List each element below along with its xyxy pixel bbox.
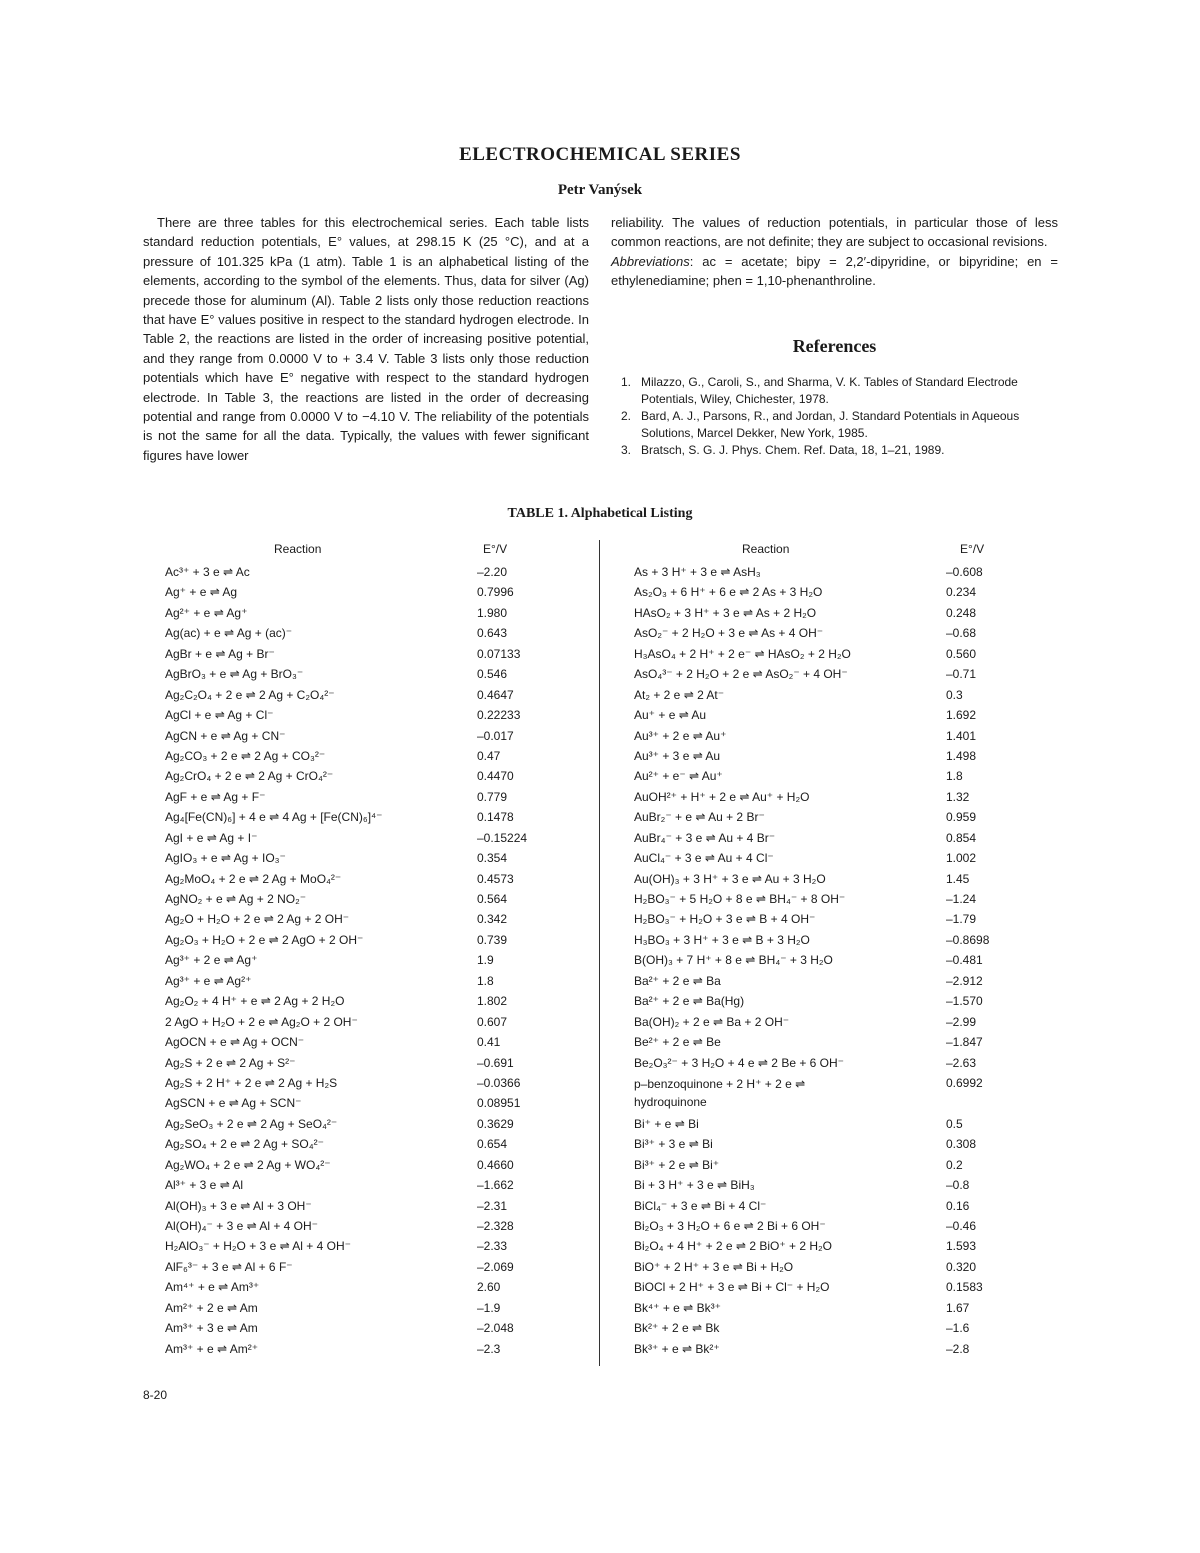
reaction-cell: B(OH)₃ + 7 H⁺ + 8 e ⇌ BH₄⁻ + 3 H₂O (634, 953, 833, 968)
table-row (165, 828, 585, 848)
table-row (165, 1318, 585, 1338)
reaction-cell: Am⁴⁺ + e ⇌ Am³⁺ (165, 1280, 260, 1295)
reaction-cell: 2 AgO + H₂O + 2 e ⇌ Ag₂O + 2 OH⁻ (165, 1014, 358, 1029)
potential-cell: 0.320 (946, 1259, 977, 1274)
reaction-cell: As₂O₃ + 6 H⁺ + 6 e ⇌ 2 As + 3 H₂O (634, 585, 823, 600)
potential-cell: –2.20 (477, 565, 508, 579)
table-row (634, 869, 1074, 889)
reaction-cell: p–benzoquinone + 2 H⁺ + 2 e ⇌ hydroquinone (634, 1076, 806, 1109)
potential-cell: 0.3 (946, 687, 963, 702)
potential-cell: 0.342 (477, 912, 508, 927)
potential-cell: –0.0366 (477, 1075, 521, 1090)
table-row (165, 644, 585, 664)
reaction-cell: AgBr + e ⇌ Ag + Br⁻ (165, 646, 275, 661)
potential-cell: –0.608 (946, 565, 983, 579)
table-row (165, 869, 585, 889)
potential-cell: –1.24 (946, 892, 977, 906)
potential-cell: –0.017 (477, 728, 514, 743)
table-row (634, 1073, 1074, 1114)
potential-cell: 0.607 (477, 1014, 508, 1029)
potential-cell: 0.560 (946, 646, 977, 661)
reaction-cell: Ag₂O₃ + H₂O + 2 e ⇌ 2 AgO + 2 OH⁻ (165, 932, 364, 947)
reaction-cell: Bi₂O₄ + 4 H⁺ + 2 e ⇌ 2 BiO⁺ + 2 H₂O (634, 1239, 833, 1254)
reaction-cell: Bi³⁺ + 3 e ⇌ Bi (634, 1137, 713, 1152)
table-row (634, 1134, 1074, 1154)
potential-cell: 0.643 (477, 626, 508, 641)
reaction-cell: AuOH²⁺ + H⁺ + 2 e ⇌ Au⁺ + H₂O (634, 789, 810, 804)
table-row (165, 766, 585, 786)
potential-cell: –0.481 (946, 953, 983, 968)
reference-number: 1. (621, 375, 632, 389)
table-row (165, 1073, 585, 1093)
reaction-cell: Bi⁺ + e ⇌ Bi (634, 1116, 699, 1131)
table-row (634, 746, 1074, 766)
reaction-cell: Ac³⁺ + 3 e ⇌ Ac (165, 565, 250, 579)
table-row (165, 562, 585, 582)
table-row (634, 1032, 1074, 1052)
table-row (165, 1093, 585, 1113)
potential-cell: –1.9 (477, 1300, 501, 1315)
table-row (634, 1175, 1074, 1195)
potential-cell: 0.739 (477, 932, 508, 947)
potential-cell: –2.048 (477, 1321, 514, 1336)
reaction-cell: Au³⁺ + 3 e ⇌ Au (634, 748, 721, 763)
reaction-cell: Al(OH)₃ + 3 e ⇌ Al + 3 OH⁻ (165, 1198, 312, 1213)
potential-cell: –2.99 (946, 1014, 977, 1029)
reaction-cell: Au³⁺ + 2 e ⇌ Au⁺ (634, 728, 727, 743)
reference-number: 2. (621, 409, 632, 423)
potential-cell: 0.354 (477, 851, 508, 866)
table-row (165, 1339, 585, 1359)
column-header-reaction-right: Reaction (742, 542, 790, 556)
table-row (634, 705, 1074, 725)
potential-cell: 1.8 (946, 769, 963, 784)
table-row (165, 685, 585, 705)
potential-cell: –0.8 (946, 1178, 970, 1193)
reaction-cell: As + 3 H⁺ + 3 e ⇌ AsH₃ (634, 565, 761, 579)
table-row (165, 1114, 585, 1134)
potential-cell: 0.4573 (477, 871, 514, 886)
potential-cell: –1.662 (477, 1178, 514, 1193)
references-list (611, 374, 1058, 459)
intro-paragraph-left: There are three tables for this electrochemical series. Each table lists standard reduction potentials, E° values, at 298.15 K (25 °C), and at a pressure of 101.325 kPa (1 atm). Table 1 is an alphabetical listing of the elements, according to the symbol of the elements. Thus, data for silver (Ag) precede those for aluminum (Al). Table 2 lists only those reduction reactions that have E° values positive in respect to the standard hydrogen electrode. In Table 2, the reactions are listed in the order of increasing positive potential, and they range from 0.0000 V to + 3.4 V. Table 3 lists only those reduction potentials which have E° negative with respect to the standard hydrogen electrode. In Table 3, the reactions are listed in the order of decreasing potential and range from 0.0000 V to −4.10 V. The reliability of the potentials is not the same for all the data. Typically, the values with fewer significant figures have lower (143, 215, 589, 463)
references-heading: References (792, 336, 877, 356)
potential-cell: 0.7996 (477, 585, 514, 600)
reaction-cell: BiOCl + 2 H⁺ + 3 e ⇌ Bi + Cl⁻ + H₂O (634, 1280, 830, 1295)
table-row (634, 991, 1074, 1011)
potential-cell: –1.847 (946, 1035, 983, 1050)
table-row (165, 1053, 585, 1073)
reaction-cell: Ag³⁺ + e ⇌ Ag²⁺ (165, 973, 252, 988)
table-row (165, 1134, 585, 1154)
potential-cell: –0.68 (946, 626, 977, 641)
reaction-cell: Am²⁺ + 2 e ⇌ Am (165, 1300, 258, 1315)
potential-cell: –0.46 (946, 1219, 977, 1234)
table-row (165, 1175, 585, 1195)
column-header-value-right: E°/V (960, 542, 985, 556)
reference-item (611, 442, 1058, 459)
potential-cell: 1.002 (946, 851, 977, 866)
potential-cell: 1.8 (477, 973, 494, 988)
reaction-cell: Ag₂MoO₄ + 2 e ⇌ 2 Ag + MoO₄²⁻ (165, 871, 342, 886)
potential-cell: –2.069 (477, 1259, 514, 1274)
reference-number: 3. (621, 443, 632, 457)
table-row (165, 848, 585, 868)
potential-cell: –2.3 (477, 1341, 501, 1356)
potential-cell: 0.22233 (477, 708, 521, 723)
table-row (634, 909, 1074, 929)
potential-cell: 1.980 (477, 605, 508, 620)
potential-cell: 0.2 (946, 1157, 963, 1172)
potential-cell: 0.308 (946, 1137, 977, 1152)
potential-cell: –0.71 (946, 667, 977, 682)
table-row (165, 1196, 585, 1216)
reaction-cell: Ag₂O + H₂O + 2 e ⇌ 2 Ag + 2 OH⁻ (165, 912, 350, 927)
table-row (165, 1216, 585, 1236)
reaction-cell: AgCl + e ⇌ Ag + Cl⁻ (165, 708, 274, 723)
potential-cell: 0.16 (946, 1198, 970, 1213)
table-row (634, 787, 1074, 807)
potential-cell: 0.4660 (477, 1157, 514, 1172)
reaction-cell: AuBr₄⁻ + 3 e ⇌ Au + 4 Br⁻ (634, 830, 776, 845)
potential-cell: 0.4470 (477, 769, 514, 784)
potential-cell: 1.9 (477, 953, 494, 968)
reaction-cell: H₂BO₃⁻ + H₂O + 3 e ⇌ B + 4 OH⁻ (634, 912, 816, 927)
reaction-cell: Bk³⁺ + e ⇌ Bk²⁺ (634, 1341, 720, 1356)
potential-cell: –2.328 (477, 1219, 514, 1233)
table-row (165, 1298, 585, 1318)
table-row (634, 950, 1074, 970)
reaction-cell: BiCl₄⁻ + 3 e ⇌ Bi + 4 Cl⁻ (634, 1198, 767, 1213)
potential-cell: 0.564 (477, 892, 508, 906)
reaction-cell: Ag₄[Fe(CN)₆] + 4 e ⇌ 4 Ag + [Fe(CN)₆]⁴⁻ (165, 810, 383, 825)
reaction-cell: AgIO₃ + e ⇌ Ag + IO₃⁻ (165, 851, 286, 866)
table-left-column (165, 562, 585, 1359)
reaction-cell: H₃BO₃ + 3 H⁺ + 3 e ⇌ B + 3 H₂O (634, 932, 810, 947)
document-title: ELECTROCHEMICAL SERIES (459, 144, 741, 165)
table-row (634, 1012, 1074, 1032)
reaction-cell: Bi₂O₃ + 3 H₂O + 6 e ⇌ 2 Bi + 6 OH⁻ (634, 1219, 826, 1234)
table-row (165, 909, 585, 929)
table-row (165, 746, 585, 766)
reference-item (611, 408, 1058, 442)
table-row (634, 582, 1074, 602)
potential-cell: 0.08951 (477, 1096, 521, 1111)
table-row (634, 766, 1074, 786)
potential-cell: –2.33 (477, 1239, 508, 1254)
table-row (165, 971, 585, 991)
potential-cell: 1.692 (946, 708, 977, 723)
table-row (634, 1114, 1074, 1134)
abbreviations-label: Abbreviations (611, 253, 690, 269)
potential-cell: 0.1478 (477, 810, 514, 825)
intro-right-column (611, 213, 1058, 291)
table-row (165, 930, 585, 950)
potential-cell: –2.912 (946, 973, 983, 988)
potential-cell: 0.41 (477, 1035, 501, 1050)
reaction-cell: Ag₂C₂O₄ + 2 e ⇌ 2 Ag + C₂O₄²⁻ (165, 687, 335, 702)
table-row (165, 1155, 585, 1175)
table-row (634, 930, 1074, 950)
potential-cell: 1.45 (946, 871, 970, 886)
intro-paragraph-right: reliability. The values of reduction potentials, in particular those of less common reactions, are not definite; they are subject to occasional revisions. (611, 215, 1058, 250)
potential-cell: 0.6992 (946, 1075, 983, 1090)
reaction-cell: Ag⁺ + e ⇌ Ag (165, 585, 238, 600)
table-row (165, 787, 585, 807)
potential-cell: 1.67 (946, 1300, 970, 1315)
reaction-cell: At₂ + 2 e ⇌ 2 At⁻ (634, 687, 725, 702)
reaction-cell: HAsO₂ + 3 H⁺ + 3 e ⇌ As + 2 H₂O (634, 605, 817, 620)
column-header-reaction-left: Reaction (274, 542, 322, 556)
reaction-cell: Ba(OH)₂ + 2 e ⇌ Ba + 2 OH⁻ (634, 1014, 790, 1029)
table-row (634, 1298, 1074, 1318)
reaction-cell: AgF + e ⇌ Ag + F⁻ (165, 789, 266, 804)
table-row (634, 1053, 1074, 1073)
table-row (634, 664, 1074, 684)
column-divider (599, 540, 600, 1366)
table-row (634, 807, 1074, 827)
table-row (165, 807, 585, 827)
table-row (634, 603, 1074, 623)
table-row (634, 828, 1074, 848)
reaction-cell: Ag₂O₂ + 4 H⁺ + e ⇌ 2 Ag + 2 H₂O (165, 994, 345, 1009)
potential-cell: 0.854 (946, 830, 977, 845)
table-row (165, 623, 585, 643)
page-number: 8-20 (143, 1388, 168, 1402)
potential-cell: –2.31 (477, 1198, 508, 1213)
reaction-cell: AgNO₂ + e ⇌ Ag + 2 NO₂⁻ (165, 892, 307, 906)
potential-cell: 0.546 (477, 667, 508, 682)
potential-cell: 1.802 (477, 994, 508, 1009)
table-row (165, 705, 585, 725)
reaction-cell: Ag₂SO₄ + 2 e ⇌ 2 Ag + SO₄²⁻ (165, 1137, 324, 1152)
potential-cell: 0.654 (477, 1137, 508, 1152)
reaction-cell: AgOCN + e ⇌ Ag + OCN⁻ (165, 1035, 305, 1050)
table-row (165, 1236, 585, 1256)
potential-cell: –1.6 (946, 1321, 970, 1336)
table-row (634, 685, 1074, 705)
potential-cell: –0.15224 (477, 830, 528, 845)
reaction-cell: Ba²⁺ + 2 e ⇌ Ba(Hg) (634, 994, 745, 1009)
table-row (165, 1277, 585, 1297)
table-row (634, 889, 1074, 909)
table-row (634, 1196, 1074, 1216)
table-row (165, 889, 585, 909)
reaction-cell: AgBrO₃ + e ⇌ Ag + BrO₃⁻ (165, 667, 304, 682)
table-row (634, 971, 1074, 991)
table-row (165, 991, 585, 1011)
table-row (634, 562, 1074, 582)
reaction-cell: Ag(ac) + e ⇌ Ag + (ac)⁻ (165, 626, 293, 641)
table-row (634, 1257, 1074, 1277)
reaction-cell: AsO₄³⁻ + 2 H₂O + 2 e ⇌ AsO₂⁻ + 4 OH⁻ (634, 667, 848, 682)
reaction-cell: Be₂O₃²⁻ + 3 H₂O + 4 e ⇌ 2 Be + 6 OH⁻ (634, 1055, 845, 1070)
potential-cell: 0.1583 (946, 1280, 983, 1295)
potential-cell: 1.401 (946, 728, 977, 743)
table-row (165, 664, 585, 684)
reaction-cell: Bi + 3 H⁺ + 3 e ⇌ BiH₃ (634, 1178, 755, 1193)
table-row (634, 1277, 1074, 1297)
potential-cell: –1.79 (946, 912, 977, 927)
potential-cell: 0.234 (946, 585, 977, 600)
reaction-cell: Au²⁺ + e⁻ ⇌ Au⁺ (634, 769, 723, 784)
reaction-cell: Al³⁺ + 3 e ⇌ Al (165, 1178, 244, 1193)
table-row (634, 1318, 1074, 1338)
potential-cell: –0.691 (477, 1055, 514, 1070)
reaction-cell: Bk⁴⁺ + e ⇌ Bk³⁺ (634, 1300, 721, 1315)
table-row (634, 1155, 1074, 1175)
table-row (634, 644, 1074, 664)
reaction-cell: Am³⁺ + 3 e ⇌ Am (165, 1321, 258, 1336)
table-row (165, 726, 585, 746)
reaction-cell: AuCl₄⁻ + 3 e ⇌ Au + 4 Cl⁻ (634, 851, 774, 866)
table-row (165, 1012, 585, 1032)
potential-cell: 0.3629 (477, 1116, 514, 1131)
table-row (634, 623, 1074, 643)
reaction-cell: H₂AlO₃⁻ + H₂O + 3 e ⇌ Al + 4 OH⁻ (165, 1239, 351, 1254)
table-row (165, 950, 585, 970)
reaction-cell: Ag₂SeO₃ + 2 e ⇌ 2 Ag + SeO₄²⁻ (165, 1116, 338, 1131)
reaction-cell: Ag₂S + 2 H⁺ + 2 e ⇌ 2 Ag + H₂S (165, 1075, 338, 1090)
potential-cell: 0.959 (946, 810, 977, 825)
reaction-cell: H₃AsO₄ + 2 H⁺ + 2 e⁻ ⇌ HAsO₂ + 2 H₂O (634, 646, 851, 661)
reaction-cell: Au(OH)₃ + 3 H⁺ + 3 e ⇌ Au + 3 H₂O (634, 871, 826, 886)
reaction-cell: Ba²⁺ + 2 e ⇌ Ba (634, 973, 721, 988)
reference-item (611, 374, 1058, 408)
reaction-cell: Ag₂WO₄ + 2 e ⇌ 2 Ag + WO₄²⁻ (165, 1157, 331, 1172)
table-row (165, 1257, 585, 1277)
reaction-cell: AuBr₂⁻ + e ⇌ Au + 2 Br⁻ (634, 810, 765, 825)
potential-cell: 0.47 (477, 748, 501, 763)
table-row (634, 1236, 1074, 1256)
column-header-value-left: E°/V (483, 542, 508, 556)
potential-cell: 0.07133 (477, 646, 521, 661)
reference-text: Bard, A. J., Parsons, R., and Jordan, J. Standard Potentials in Aqueous Solutions, Marcel Dekker, New York, 1985. (641, 409, 1020, 440)
potential-cell: 2.60 (477, 1280, 501, 1295)
reaction-cell: Am³⁺ + e ⇌ Am²⁺ (165, 1341, 259, 1356)
reaction-cell: Ag²⁺ + e ⇌ Ag⁺ (165, 605, 248, 620)
reaction-cell: AlF₆³⁻ + 3 e ⇌ Al + 6 F⁻ (165, 1259, 293, 1274)
potential-cell: 0.5 (946, 1116, 963, 1131)
potential-cell: –2.63 (946, 1055, 977, 1070)
reaction-cell: H₂BO₃⁻ + 5 H₂O + 8 e ⇌ BH₄⁻ + 8 OH⁻ (634, 892, 846, 906)
table-row (165, 582, 585, 602)
potential-cell: 1.498 (946, 748, 977, 763)
reaction-cell: Au⁺ + e ⇌ Au (634, 708, 707, 723)
abbreviations-paragraph (611, 252, 1058, 291)
reaction-cell: AgCN + e ⇌ Ag + CN⁻ (165, 728, 286, 743)
reaction-cell: Ag₂S + 2 e ⇌ 2 Ag + S²⁻ (165, 1055, 296, 1070)
potential-cell: –2.8 (946, 1341, 970, 1356)
abbreviations-text: : ac = acetate; bipy = 2,2′-dipyridine, or bipyridine; en = ethylenediamine; phen = 1,10-phenanthroline. (611, 253, 1058, 289)
reaction-cell: Al(OH)₄⁻ + 3 e ⇌ Al + 4 OH⁻ (165, 1219, 318, 1233)
potential-cell: 1.593 (946, 1239, 977, 1254)
table-row (165, 603, 585, 623)
table-row (634, 1216, 1074, 1236)
reaction-cell: Ag₂CO₃ + 2 e ⇌ 2 Ag + CO₃²⁻ (165, 748, 326, 763)
reaction-cell: BiO⁺ + 2 H⁺ + 3 e ⇌ Bi + H₂O (634, 1259, 794, 1274)
reference-text: Bratsch, S. G. J. Phys. Chem. Ref. Data, 18, 1–21, 1989. (641, 443, 945, 457)
potential-cell: 0.4647 (477, 687, 514, 702)
reaction-cell: AsO₂⁻ + 2 H₂O + 3 e ⇌ As + 4 OH⁻ (634, 626, 824, 641)
potential-cell: 1.32 (946, 789, 970, 804)
potential-cell: –0.8698 (946, 932, 990, 947)
reaction-cell: AgI + e ⇌ Ag + I⁻ (165, 830, 258, 845)
potential-cell: 0.248 (946, 605, 977, 620)
potential-cell: 0.779 (477, 789, 508, 804)
table-row (634, 726, 1074, 746)
author-name: Petr Vanýsek (557, 182, 643, 198)
reference-text: Milazzo, G., Caroli, S., and Sharma, V. K. Tables of Standard Electrode Potentials, Wiley, Chichester, 1978. (641, 375, 1018, 406)
table-row (634, 848, 1074, 868)
table-row (165, 1032, 585, 1052)
table-title: TABLE 1. Alphabetical Listing (507, 506, 693, 521)
table-row (634, 1339, 1074, 1359)
reaction-cell: Bk²⁺ + 2 e ⇌ Bk (634, 1321, 720, 1336)
reaction-cell: Ag³⁺ + 2 e ⇌ Ag⁺ (165, 953, 258, 968)
table-right-column (634, 562, 1074, 1359)
reaction-cell: Ag₂CrO₄ + 2 e ⇌ 2 Ag + CrO₄²⁻ (165, 769, 334, 784)
reaction-cell: Be²⁺ + 2 e ⇌ Be (634, 1035, 721, 1050)
reaction-cell: Bi³⁺ + 2 e ⇌ Bi⁺ (634, 1157, 720, 1172)
reaction-cell: AgSCN + e ⇌ Ag + SCN⁻ (165, 1096, 302, 1111)
potential-cell: –1.570 (946, 994, 983, 1009)
